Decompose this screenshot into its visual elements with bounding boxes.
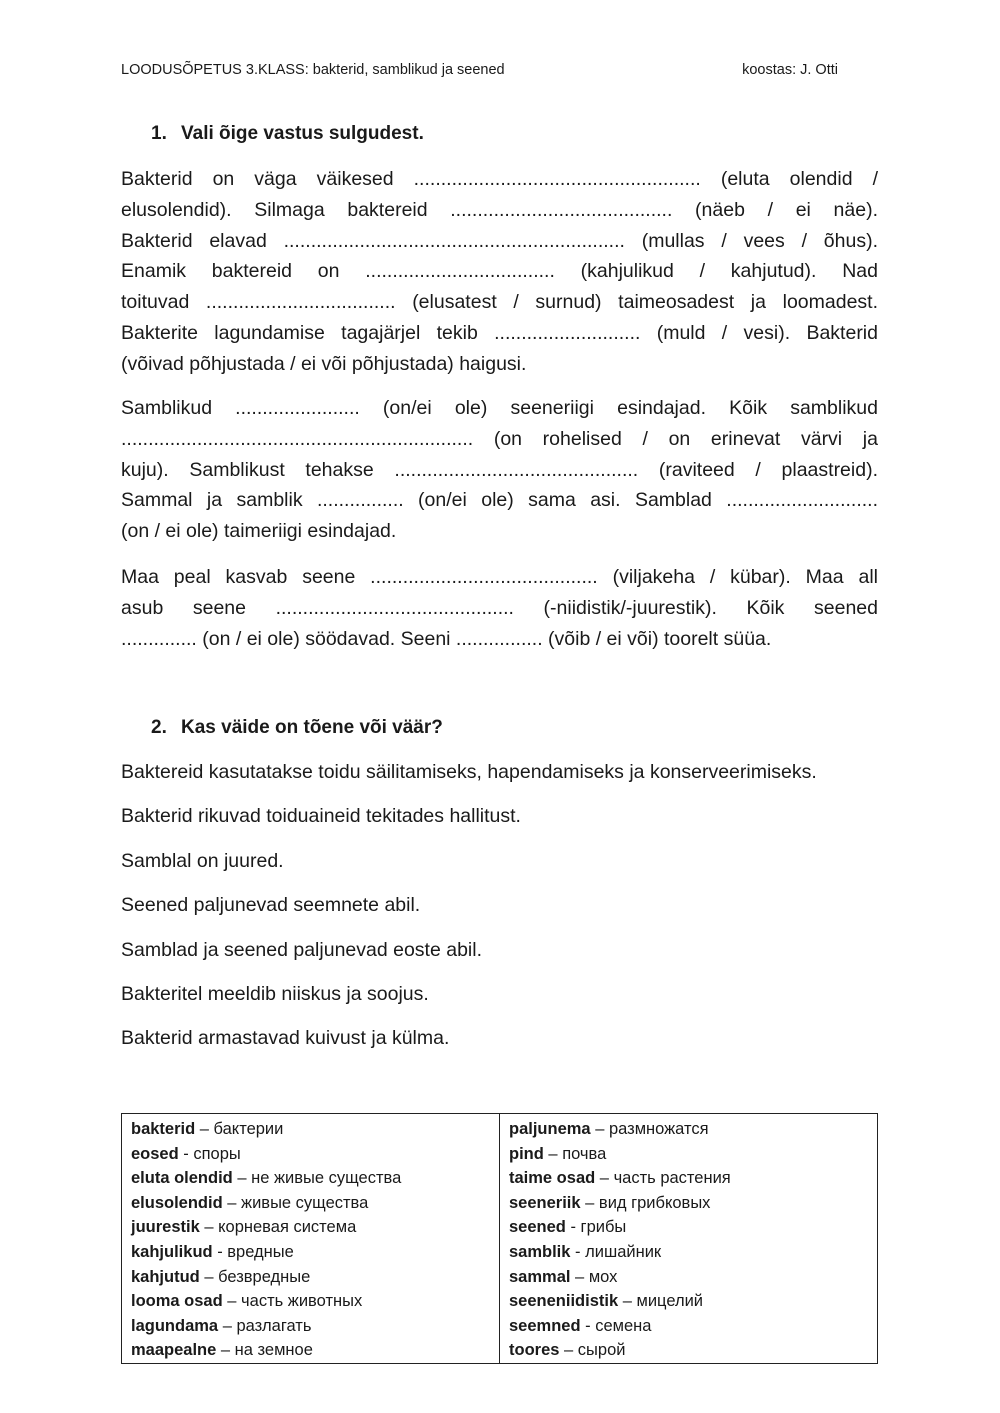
vocabulary-translation: размножатся: [608, 1120, 709, 1138]
vocabulary-term: seemned: [509, 1316, 581, 1335]
vocabulary-separator: –: [590, 1120, 609, 1138]
header-author: koostas: J. Otti: [742, 62, 838, 78]
vocabulary-entry: [509, 1289, 869, 1314]
vocabulary-separator: –: [580, 1193, 599, 1212]
vocabulary-term: samblik: [509, 1242, 571, 1261]
paragraph-line: Maa peal kasvab seene .......................................... (viljakeha / kübar). Maa all: [121, 566, 878, 588]
vocabulary-translation: мицелий: [636, 1292, 704, 1311]
paragraph-line: kuju). Samblikust tehakse ............................................. (raviteed / plaastreid).: [121, 458, 878, 481]
statement-item: Baktereid kasutatakse toidu säilitamiseks, hapendamiseks ja konserveerimiseks.: [121, 761, 817, 783]
paragraph-line: Samblikud ....................... (on/ei ole) seeneriigi esindajad. Kõik samblikud: [121, 397, 878, 419]
vocabulary-separator: –: [199, 1267, 219, 1286]
statement-item: Bakterid armastavad kuivust ja külma.: [121, 1027, 450, 1050]
vocabulary-translation: разлагать: [236, 1316, 312, 1335]
vocabulary-term: lagundama: [131, 1316, 219, 1335]
vocabulary-separator: –: [595, 1169, 614, 1188]
vocabulary-entry: [131, 1215, 491, 1240]
vocabulary-separator: –: [559, 1341, 578, 1360]
vocabulary-term: kahjulikud: [131, 1242, 213, 1261]
vocabulary-term: eosed: [131, 1144, 179, 1163]
vocabulary-separator: –: [195, 1120, 214, 1138]
vocabulary-translation: часть растения: [613, 1169, 731, 1188]
vocabulary-column-right: [500, 1114, 878, 1364]
vocabulary-separator: –: [543, 1144, 563, 1163]
page-header: [121, 62, 878, 78]
header-title: LOODUSÕPETUS 3.KLASS: bakterid, samblikud ja seened: [121, 62, 505, 78]
vocabulary-entry: [509, 1215, 869, 1240]
paragraph-line: .............. (on / ei ole) söödavad. Seeni ................ (võib / ei või) toorelt süüa.: [121, 627, 772, 650]
vocabulary-translation: семена: [595, 1316, 652, 1335]
paragraph-line: Bakterid elavad ............................................................... (mullas / vees / õhus).: [121, 229, 878, 252]
vocabulary-translation: живые существа: [241, 1193, 369, 1212]
section2-heading: Kas väide on tõene või väär?: [181, 717, 443, 738]
vocabulary-term: maapealne: [131, 1341, 217, 1360]
section1-paragraph-fungi: [121, 562, 878, 654]
vocabulary-entry: [509, 1191, 869, 1216]
vocabulary-entry: [509, 1338, 869, 1363]
section1-number: 1.: [151, 123, 167, 144]
vocabulary-separator: -: [178, 1144, 194, 1163]
section2-number: 2.: [151, 717, 167, 738]
vocabulary-separator: –: [216, 1341, 235, 1360]
vocabulary-term: taime osad: [509, 1169, 596, 1188]
vocabulary-term: looma osad: [131, 1292, 223, 1311]
vocabulary-translation: споры: [193, 1144, 241, 1163]
vocabulary-term: elusolendid: [131, 1193, 223, 1212]
vocabulary-entry: [509, 1117, 869, 1142]
vocabulary-translation: корневая система: [218, 1218, 357, 1237]
vocabulary-term: bakterid: [131, 1120, 196, 1138]
paragraph-line: (võivad põhjustada / ei või põhjustada) haigusi.: [121, 352, 527, 375]
section1-paragraph-lichens: [121, 393, 878, 547]
vocabulary-entry: [131, 1117, 491, 1142]
vocabulary-separator: -: [580, 1316, 596, 1335]
vocabulary-entry: [131, 1240, 491, 1265]
vocabulary-separator: -: [212, 1242, 228, 1261]
statement-item: Bakterid rikuvad toiduaineid tekitades hallitust.: [121, 805, 521, 828]
vocabulary-translation: сырой: [577, 1341, 626, 1360]
vocabulary-entry: [509, 1166, 869, 1191]
statement-item: Samblal on juured.: [121, 849, 284, 872]
vocabulary-separator: –: [618, 1292, 637, 1311]
vocabulary-separator: –: [570, 1267, 589, 1286]
vocabulary-separator: –: [218, 1316, 237, 1335]
vocabulary-table: [121, 1113, 878, 1364]
vocabulary-term: kahjutud: [131, 1267, 200, 1286]
vocabulary-term: juurestik: [131, 1218, 200, 1237]
vocabulary-term: toores: [509, 1341, 560, 1360]
paragraph-line: toituvad ................................... (elusatest / surnud) taimeosadest ja loomadest.: [121, 291, 878, 314]
section2-title: [151, 717, 443, 739]
paragraph-line: (on / ei ole) taimeriigi esindajad.: [121, 520, 397, 543]
statement-item: Bakteritel meeldib niiskus ja soojus.: [121, 983, 429, 1005]
vocabulary-column-left: [122, 1114, 500, 1364]
vocabulary-entry: [509, 1265, 869, 1290]
vocabulary-term: seeneniidistik: [509, 1292, 619, 1311]
vocabulary-translation: бактерии: [213, 1120, 284, 1138]
vocabulary-translation: на земное: [234, 1341, 313, 1360]
vocabulary-separator: –: [232, 1169, 252, 1188]
vocabulary-term: pind: [509, 1144, 544, 1163]
vocabulary-translation: грибы: [580, 1218, 627, 1237]
vocabulary-translation: безвредные: [218, 1267, 311, 1286]
section1-heading: Vali õige vastus sulgudest.: [181, 123, 424, 144]
vocabulary-entry: [131, 1314, 491, 1339]
paragraph-line: elusolendid). Silmaga baktereid ......................................... (näeb / ei näe).: [121, 198, 878, 221]
vocabulary-term: sammal: [509, 1267, 571, 1286]
vocabulary-separator: –: [222, 1292, 242, 1311]
paragraph-line: ................................................................. (on rohelised / on erinevat värvi ja: [121, 427, 878, 450]
vocabulary-term: seeneriik: [509, 1193, 581, 1212]
vocabulary-translation: не живые существа: [251, 1169, 402, 1188]
vocabulary-term: eluta olendid: [131, 1169, 233, 1188]
vocabulary-translation: вид грибковых: [598, 1193, 711, 1212]
vocabulary-translation: почва: [562, 1144, 607, 1163]
section1-paragraph-bacteria: [121, 164, 878, 380]
vocabulary-entry: [131, 1142, 491, 1167]
vocabulary-entry: [131, 1289, 491, 1314]
section1-title: [151, 123, 424, 145]
paragraph-line: Enamik baktereid on ................................... (kahjulikud / kahjutud). Nad: [121, 260, 878, 283]
vocabulary-entry: [509, 1240, 869, 1265]
statement-item: Seened paljunevad seemnete abil.: [121, 894, 421, 917]
paragraph-line: Bakterite lagundamise tagajärjel tekib ........................... (muld / vesi). Bakterid: [121, 321, 878, 344]
vocabulary-separator: –: [222, 1193, 242, 1212]
vocabulary-entry: [131, 1191, 491, 1216]
vocabulary-translation: лишайник: [585, 1242, 662, 1261]
vocabulary-entry: [131, 1338, 491, 1363]
statement-item: Samblad ja seened paljunevad eoste abil.: [121, 938, 483, 961]
vocabulary-separator: -: [565, 1218, 581, 1237]
vocabulary-translation: вредные: [227, 1242, 294, 1261]
vocabulary-translation: мох: [588, 1267, 618, 1286]
vocabulary-entry: [131, 1265, 491, 1290]
paragraph-line: asub seene ............................................ (-niidistik/-juurestik). Kõik seened: [121, 596, 878, 619]
vocabulary-term: seened: [509, 1218, 566, 1237]
vocabulary-term: paljunema: [509, 1120, 591, 1138]
vocabulary-translation: часть животных: [241, 1292, 363, 1311]
vocabulary-entry: [131, 1166, 491, 1191]
paragraph-line: Bakterid on väga väikesed ..................................................... (eluta olendid /: [121, 168, 878, 190]
vocabulary-entry: [509, 1142, 869, 1167]
vocabulary-separator: –: [199, 1218, 219, 1237]
vocabulary-separator: -: [570, 1242, 586, 1261]
vocabulary-entry: [509, 1314, 869, 1339]
paragraph-line: Sammal ja samblik ................ (on/ei ole) sama asi. Samblad ............................: [121, 489, 878, 512]
